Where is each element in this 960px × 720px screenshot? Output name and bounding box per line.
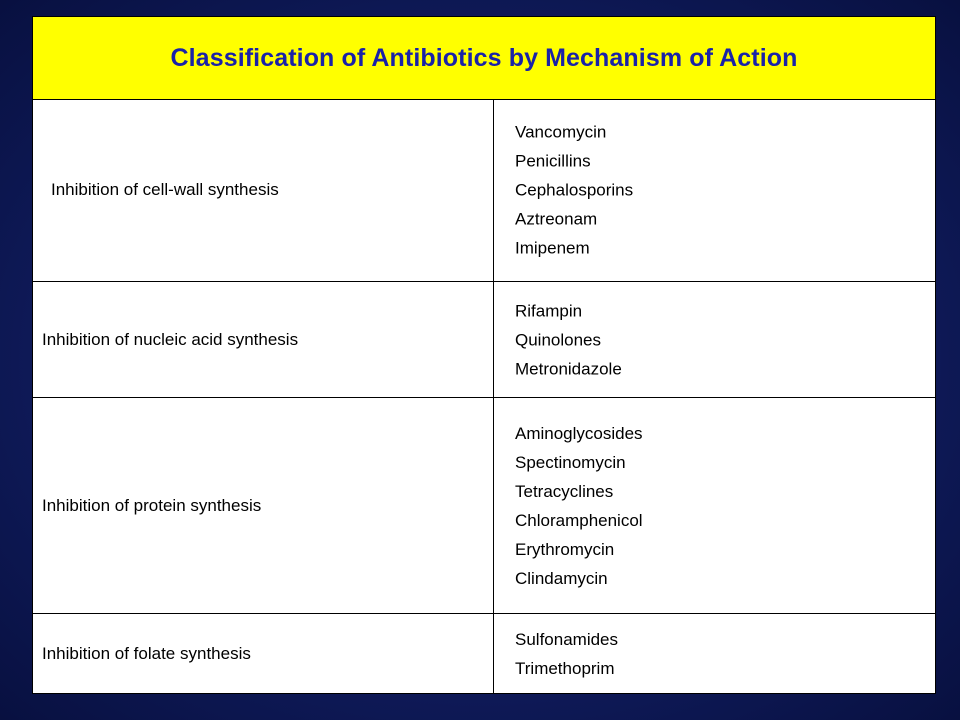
drug-item: Metronidazole xyxy=(515,359,622,378)
drug-list xyxy=(515,625,618,683)
drug-item: Spectinomycin xyxy=(515,452,626,472)
drug-item: Sulfonamides xyxy=(515,629,619,649)
drug-item: Clindamycin xyxy=(515,568,608,588)
table-row-folate xyxy=(33,614,935,693)
drug-item: Penicillins xyxy=(515,151,591,171)
table-row-cell-wall xyxy=(33,99,935,282)
drug-item: Erythromycin xyxy=(515,539,615,559)
drug-list xyxy=(515,296,622,383)
table-row-protein xyxy=(33,398,935,614)
drug-list xyxy=(515,419,643,593)
drug-item: Vancomycin xyxy=(515,122,607,142)
slide-table xyxy=(32,16,936,694)
slide-title: Classification of Antibiotics by Mechanism of Action xyxy=(170,43,798,72)
mechanism-label: Inhibition of protein synthesis xyxy=(42,495,262,515)
drug-item: Quinolones xyxy=(515,330,602,349)
drug-item: Aztreonam xyxy=(515,209,598,229)
drug-item: Aminoglycosides xyxy=(515,423,643,443)
mechanism-label: Inhibition of nucleic acid synthesis xyxy=(42,329,299,349)
title-bar xyxy=(33,17,935,100)
mechanism-label: Inhibition of folate synthesis xyxy=(42,643,251,663)
drug-item: Chloramphenicol xyxy=(515,510,643,530)
drug-list xyxy=(515,118,633,263)
drug-item: Cephalosporins xyxy=(515,180,634,200)
drug-item: Tetracyclines xyxy=(515,481,614,501)
drug-item: Rifampin xyxy=(515,301,583,320)
mechanism-label: Inhibition of cell-wall synthesis xyxy=(51,180,279,199)
drug-item: Imipenem xyxy=(515,238,590,258)
drug-item: Trimethoprim xyxy=(515,658,615,678)
table-row-nucleic-acid xyxy=(33,282,935,398)
